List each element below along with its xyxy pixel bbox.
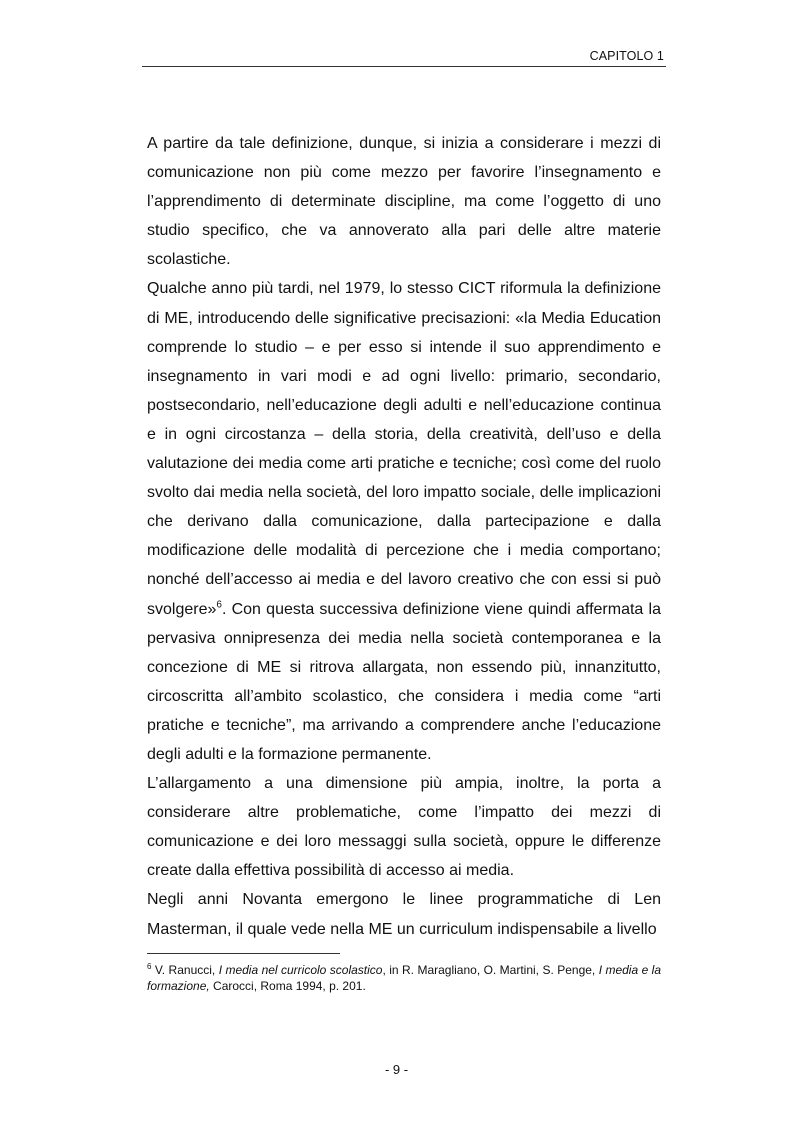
footnote-end: Carocci, Roma 1994, p. 201.	[209, 979, 366, 993]
paragraph-2	[147, 274, 661, 769]
paragraph-2-text-after: . Con questa successiva definizione viene quindi affermata la pervasiva onnipresenza dei media nella società contemporanea e la concezione di ME si ritrova allargata, non essendo più, innanzitutto, circoscritta all’ambito scolastico, che considera i media come “arti pratiche e tecniche”, ma arrivando a comprendere anche l’educazione degli adulti e la formazione permanente.	[147, 600, 661, 763]
page-header	[142, 48, 666, 67]
footnote-author: V. Ranucci,	[154, 963, 219, 977]
footnote-middle: , in R. Maragliano, O. Martini, S. Penge,	[382, 963, 599, 977]
paragraph-2-text-before: Qualche anno più tardi, nel 1979, lo stesso CICT riformula la definizione di ME, introducendo delle significative precisazioni: «la Media Education comprende lo studio – e per esso si intende il suo apprendimento e insegnamento in vari modi e ad ogni livello: primario, secondario, postsecondario, nell’educazione degli adulti e nell’educazione continua e in ogni circostanza – della storia, della creatività, dell’uso e della valutazione dei media come arti pratiche e tecniche; così come del ruolo svolto dai media nella società, del loro impatto sociale, delle implicazioni che derivano dalla comunicazione, dalla partecipazione e dalla modificazione delle modalità di percezione che i media comportano; nonché dell’accesso ai media e del lavoro creativo che con essi si può svolgere»	[147, 280, 661, 618]
chapter-title: CAPITOLO 1	[589, 49, 664, 63]
footnote-title-1: I media nel curricolo scolastico	[218, 963, 383, 977]
footnote-number: 6	[147, 962, 152, 971]
footnote-title-2: I media e la formazione,	[147, 963, 662, 993]
footnote-reference[interactable]: 6	[216, 599, 222, 611]
footnote-separator	[147, 953, 340, 954]
main-text	[147, 129, 661, 944]
footnote	[147, 962, 661, 994]
paragraph-1: A partire da tale definizione, dunque, si inizia a considerare i mezzi di comunicazione non più come mezzo per favorire l’insegnamento e l’apprendimento di determinate discipline, ma come l’oggetto di uno studio specifico, che va annoverato alla pari delle altre materie scolastiche.	[147, 135, 661, 269]
paragraph-3: L’allargamento a una dimensione più ampia, inoltre, la porta a considerare altre problematiche, come l’impatto dei mezzi di comunicazione e dei loro messaggi sulla società, oppure le differenze create dalla effettiva possibilità di accesso ai media.	[147, 775, 661, 880]
page-number: - 9 -	[384, 1062, 409, 1077]
paragraph-4: Negli anni Novanta emergono le linee programmatiche di Len Masterman, il quale vede nella ME un curriculum indispensabile a livello	[147, 891, 661, 938]
